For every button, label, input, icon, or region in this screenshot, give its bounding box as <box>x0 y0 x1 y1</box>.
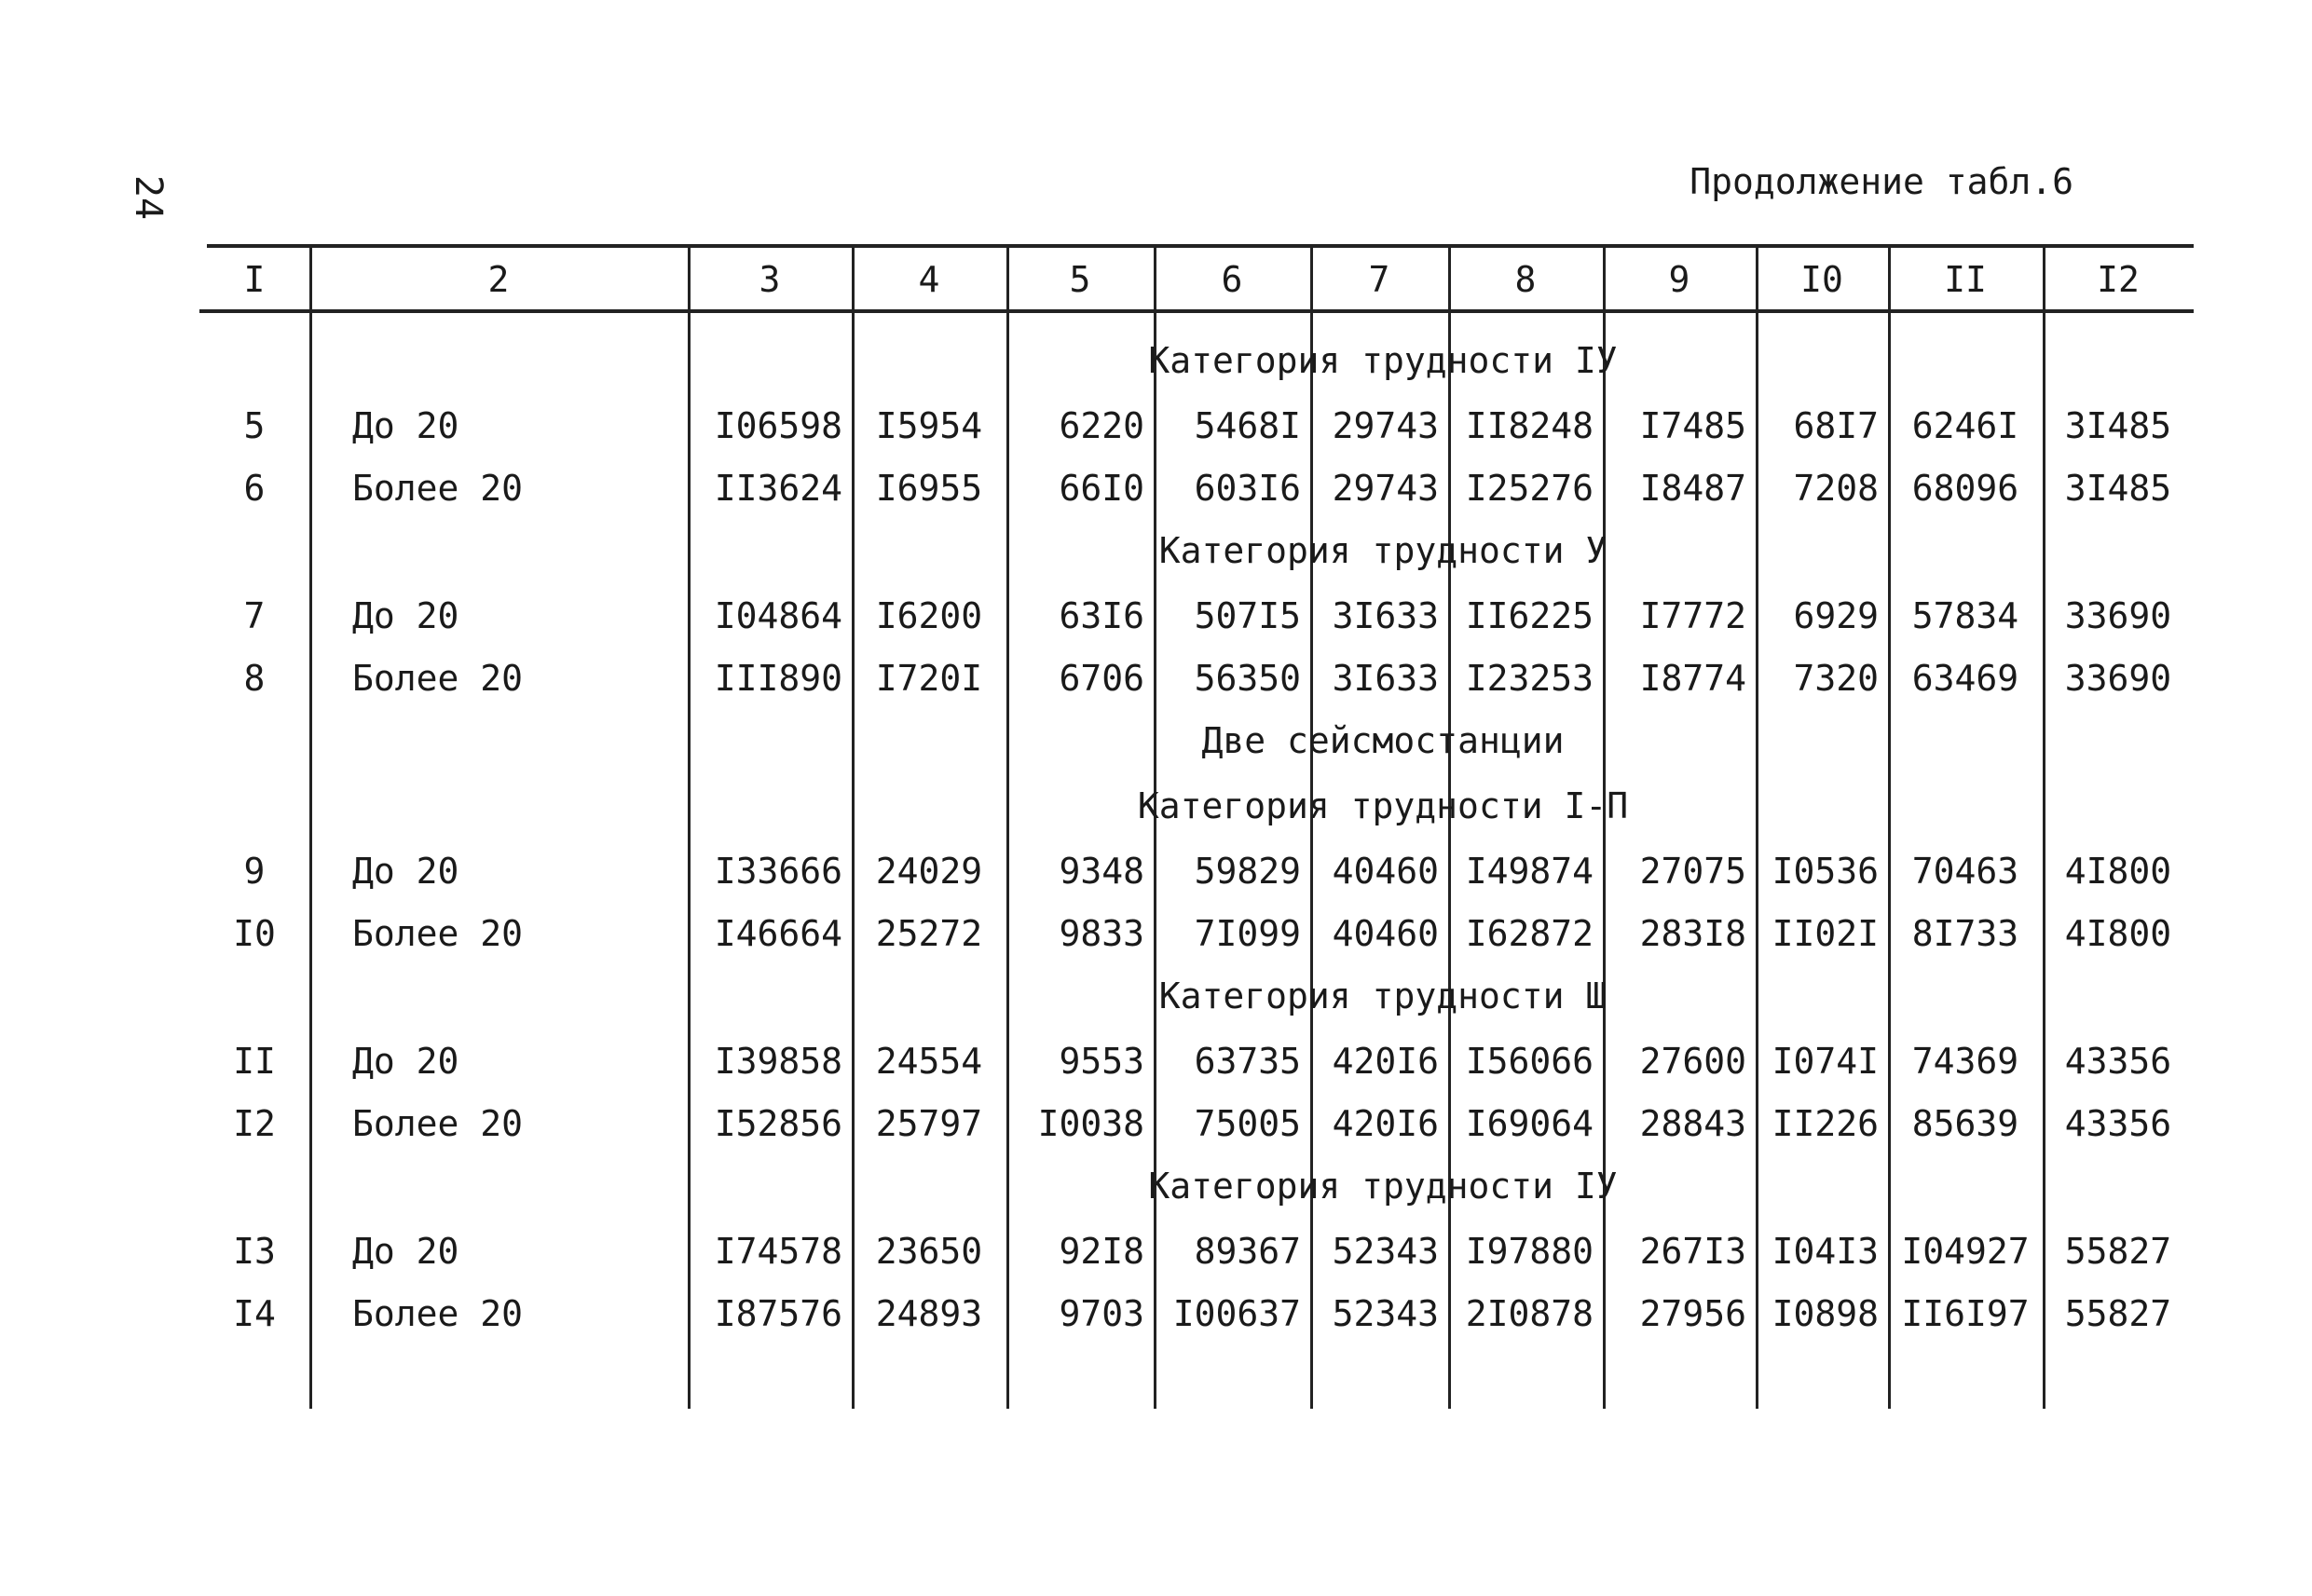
table-cell: I6955 <box>875 468 983 509</box>
table-cell: 29743 <box>1332 468 1439 509</box>
table-cell: 59829 <box>1194 851 1301 892</box>
table-cell: 57834 <box>1911 595 2019 636</box>
table-cell: 68096 <box>1911 468 2019 509</box>
table-row <box>199 843 2194 899</box>
table-cell: 267I3 <box>1639 1231 1746 1272</box>
table-cell: I23253 <box>1465 658 1594 699</box>
table-cell: До 20 <box>352 1231 459 1272</box>
table-cell: I87576 <box>714 1293 842 1334</box>
table-cell: 7I099 <box>1194 913 1301 954</box>
table-caption: Продолжение табл.6 <box>1690 161 2073 202</box>
data-table <box>199 244 2194 1418</box>
table-cell: 507I5 <box>1194 595 1301 636</box>
table-cell: II3624 <box>714 468 842 509</box>
table-cell: 40460 <box>1332 851 1439 892</box>
table-cell: I04I3 <box>1772 1231 1879 1272</box>
table-cell: I0038 <box>1037 1103 1144 1144</box>
table-cell: 70463 <box>1911 851 2019 892</box>
table-cell: II6I97 <box>1901 1293 2030 1334</box>
table-cell: 7208 <box>1793 468 1879 509</box>
table-cell: I97880 <box>1465 1231 1594 1272</box>
table-cell: Более 20 <box>352 913 524 954</box>
column-header: 3 <box>759 259 781 300</box>
table-cell: 29743 <box>1332 405 1439 446</box>
table-cell: 3I633 <box>1332 658 1439 699</box>
table-row <box>199 588 2194 644</box>
table-cell: I7485 <box>1639 405 1746 446</box>
table-cell: 9833 <box>1059 913 1144 954</box>
table-cell: 52343 <box>1332 1231 1439 1272</box>
table-cell: До 20 <box>352 595 459 636</box>
table-row <box>199 1033 2194 1089</box>
table-cell: 33690 <box>2064 658 2172 699</box>
table-cell: 63469 <box>1911 658 2019 699</box>
table-cell: 4I800 <box>2064 913 2172 954</box>
table-cell: 6246I <box>1911 405 2019 446</box>
column-header: 9 <box>1668 259 1690 300</box>
table-cell: I8774 <box>1639 658 1746 699</box>
table-cell: 43356 <box>2064 1103 2172 1144</box>
table-cell: До 20 <box>352 1041 459 1082</box>
table-cell: 63735 <box>1194 1041 1301 1082</box>
table-cell: 7 <box>243 595 266 636</box>
section-heading: Категория трудности У <box>1158 530 1607 571</box>
table-cell: 3I633 <box>1332 595 1439 636</box>
page-number: 24 <box>127 174 170 221</box>
column-header: 8 <box>1514 259 1537 300</box>
table-cell: 27075 <box>1639 851 1746 892</box>
column-header: I2 <box>2097 259 2140 300</box>
table-row <box>199 1096 2194 1152</box>
table-cell: I720I <box>875 658 983 699</box>
table-cell: I074I <box>1772 1041 1879 1082</box>
table-cell: 68I7 <box>1793 405 1879 446</box>
header-row <box>199 252 2194 307</box>
table-cell: I04864 <box>714 595 842 636</box>
table-cell: 33690 <box>2064 595 2172 636</box>
table-row <box>199 1286 2194 1342</box>
table-cell: 9553 <box>1059 1041 1144 1082</box>
section-heading: Категория трудности IУ <box>1148 1166 1618 1207</box>
table-cell: II226 <box>1772 1103 1879 1144</box>
table-cell: I33666 <box>714 851 842 892</box>
table-cell: II02I <box>1772 913 1879 954</box>
table-cell: I25276 <box>1465 468 1594 509</box>
table-cell: I8487 <box>1639 468 1746 509</box>
table-cell: 5468I <box>1194 405 1301 446</box>
table-row <box>199 1223 2194 1279</box>
table-cell: Более 20 <box>352 658 524 699</box>
table-cell: I0898 <box>1772 1293 1879 1334</box>
table-cell: 40460 <box>1332 913 1439 954</box>
section-heading: Категория трудности Ш <box>1158 975 1607 1016</box>
table-cell: I06598 <box>714 405 842 446</box>
table-cell: 8I733 <box>1911 913 2019 954</box>
table-cell: 92I8 <box>1059 1231 1144 1272</box>
table-cell: II8248 <box>1465 405 1594 446</box>
table-cell: I4 <box>233 1293 276 1334</box>
table-cell: I52856 <box>714 1103 842 1144</box>
table-cell: I39858 <box>714 1041 842 1082</box>
table-cell: 9703 <box>1059 1293 1144 1334</box>
header-bottom-rule <box>199 309 2194 313</box>
table-cell: I04927 <box>1901 1231 2030 1272</box>
column-header: II <box>1944 259 1987 300</box>
table-cell: I46664 <box>714 913 842 954</box>
table-cell: 7320 <box>1793 658 1879 699</box>
table-cell: 603I6 <box>1194 468 1301 509</box>
table-cell: 56350 <box>1194 658 1301 699</box>
table-cell: 28843 <box>1639 1103 1746 1144</box>
table-cell: 2I0878 <box>1465 1293 1594 1334</box>
table-cell: 6706 <box>1059 658 1144 699</box>
table-cell: 5 <box>243 405 266 446</box>
table-cell: I69064 <box>1465 1103 1594 1144</box>
table-cell: До 20 <box>352 405 459 446</box>
table-cell: 420I6 <box>1332 1103 1439 1144</box>
column-header: 7 <box>1368 259 1390 300</box>
table-cell: 52343 <box>1332 1293 1439 1334</box>
table-cell: I00637 <box>1172 1293 1301 1334</box>
table-cell: I6200 <box>875 595 983 636</box>
table-cell: II <box>233 1041 276 1082</box>
table-cell: II6225 <box>1465 595 1594 636</box>
table-row <box>199 650 2194 706</box>
table-cell: 4I800 <box>2064 851 2172 892</box>
table-cell: 3I485 <box>2064 405 2172 446</box>
table-cell: Более 20 <box>352 468 524 509</box>
table-cell: 89367 <box>1194 1231 1301 1272</box>
table-cell: 24554 <box>875 1041 983 1082</box>
table-cell: 43356 <box>2064 1041 2172 1082</box>
table-cell: 3I485 <box>2064 468 2172 509</box>
table-cell: До 20 <box>352 851 459 892</box>
table-cell: 27600 <box>1639 1041 1746 1082</box>
table-cell: 24893 <box>875 1293 983 1334</box>
table-top-rule <box>207 244 2194 248</box>
table-cell: 420I6 <box>1332 1041 1439 1082</box>
column-header: 4 <box>918 259 940 300</box>
table-cell: I7772 <box>1639 595 1746 636</box>
table-cell: 283I8 <box>1639 913 1746 954</box>
table-cell: 9 <box>243 851 266 892</box>
table-cell: I74578 <box>714 1231 842 1272</box>
column-header: I0 <box>1800 259 1843 300</box>
table-cell: 55827 <box>2064 1293 2172 1334</box>
table-cell: 74369 <box>1911 1041 2019 1082</box>
column-header: 5 <box>1069 259 1091 300</box>
table-cell: III890 <box>714 658 842 699</box>
table-cell: 24029 <box>875 851 983 892</box>
table-cell: 8 <box>243 658 266 699</box>
table-cell: 55827 <box>2064 1231 2172 1272</box>
section-heading: Две сейсмостанции <box>1201 720 1565 761</box>
table-cell: 6 <box>243 468 266 509</box>
table-cell: 6220 <box>1059 405 1144 446</box>
table-cell: 63I6 <box>1059 595 1144 636</box>
table-cell: I0536 <box>1772 851 1879 892</box>
table-cell: 85639 <box>1911 1103 2019 1144</box>
table-cell: 23650 <box>875 1231 983 1272</box>
table-cell: I56066 <box>1465 1041 1594 1082</box>
table-cell: I62872 <box>1465 913 1594 954</box>
table-row <box>199 460 2194 516</box>
table-cell: I0 <box>233 913 276 954</box>
table-cell: 66I0 <box>1059 468 1144 509</box>
table-cell: 27956 <box>1639 1293 1746 1334</box>
column-header: 6 <box>1221 259 1243 300</box>
section-heading: Категория трудности IУ <box>1148 340 1618 381</box>
table-cell: 25797 <box>875 1103 983 1144</box>
table-cell: 75005 <box>1194 1103 1301 1144</box>
table-row <box>199 398 2194 454</box>
table-cell: I3 <box>233 1231 276 1272</box>
table-cell: I5954 <box>875 405 983 446</box>
table-cell: Более 20 <box>352 1293 524 1334</box>
section-heading: Категория трудности I-П <box>1137 785 1629 826</box>
table-cell: Более 20 <box>352 1103 524 1144</box>
column-header: I <box>243 259 266 300</box>
table-cell: 6929 <box>1793 595 1879 636</box>
table-cell: I2 <box>233 1103 276 1144</box>
column-header: 2 <box>487 259 510 300</box>
table-cell: 25272 <box>875 913 983 954</box>
table-cell: I49874 <box>1465 851 1594 892</box>
table-row <box>199 906 2194 962</box>
table-cell: 9348 <box>1059 851 1144 892</box>
